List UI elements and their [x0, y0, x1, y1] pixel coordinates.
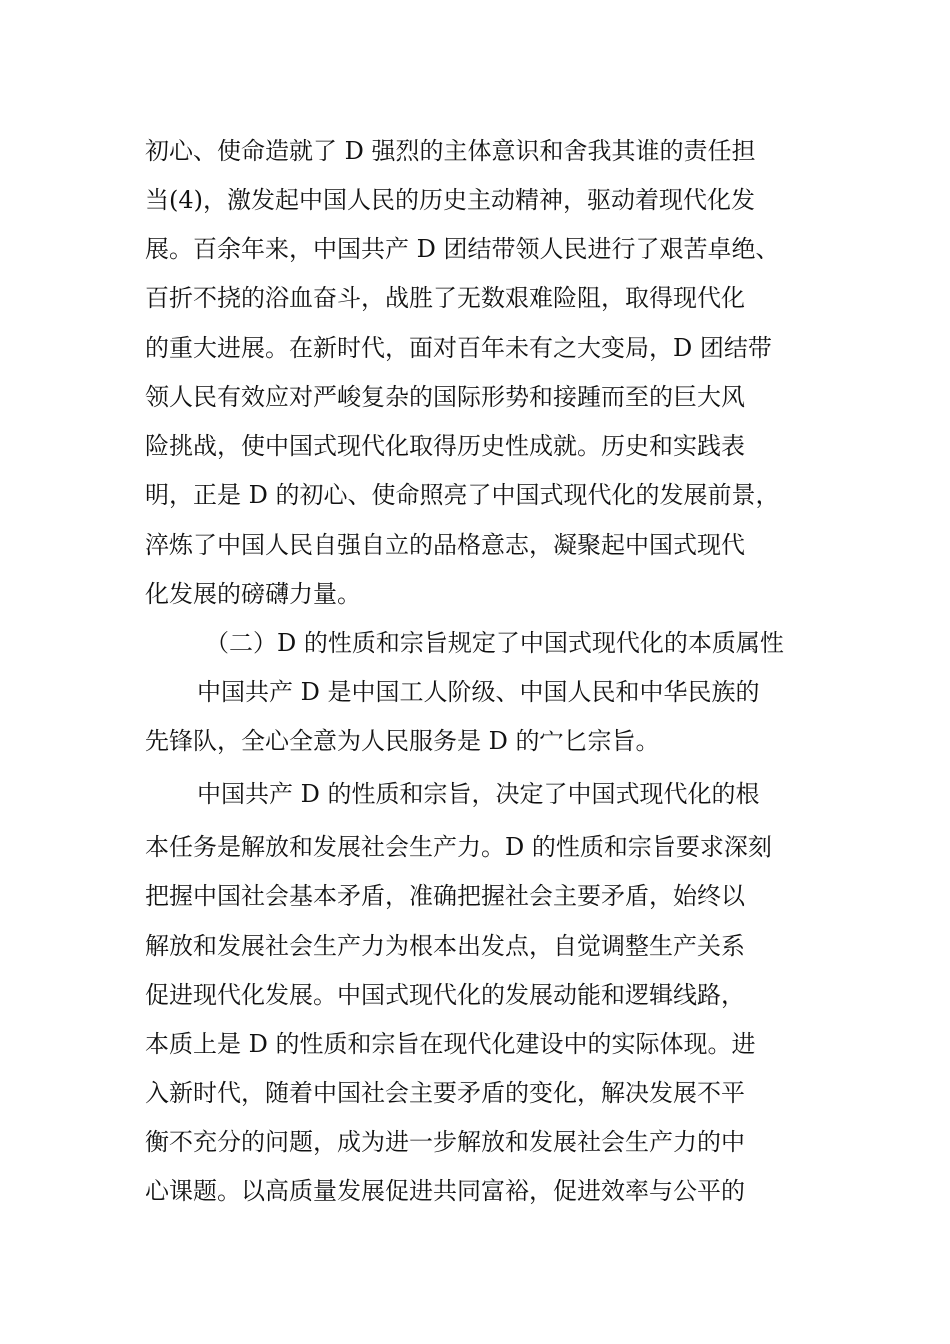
- text-line: 把握中国社会基本矛盾，准确把握社会主要矛盾，始终以: [145, 882, 745, 910]
- text-line: 中国共产 D 是中国工人阶级、中国人民和中华民族的: [197, 678, 760, 706]
- text-line: 展。百余年来，中国共产 D 团结带领人民进行了艰苦卓绝、: [145, 235, 780, 263]
- text-line: 当(4)，激发起中国人民的历史主动精神，驱动着现代化发: [145, 186, 755, 214]
- text-line: 中国共产 D 的性质和宗旨，决定了中国式现代化的根: [197, 780, 760, 808]
- text-line: 本任务是解放和发展社会生产力。D 的性质和宗旨要求深刻: [145, 833, 772, 861]
- text-line: 促进现代化发展。中国式现代化的发展动能和逻辑线路，: [145, 981, 745, 1009]
- text-line: 化发展的磅礴力量。: [145, 580, 361, 608]
- text-line: 的重大进展。在新时代，面对百年未有之大变局，D 团结带: [145, 334, 772, 362]
- section-heading: （二）D 的性质和宗旨规定了中国式现代化的本质属性: [205, 629, 784, 657]
- text-line: 初心、使命造就了 D 强烈的主体意识和舍我其谁的责任担: [145, 137, 756, 165]
- text-line: 解放和发展社会生产力为根本出发点，自觉调整生产关系: [145, 932, 745, 960]
- text-line: 入新时代，随着中国社会主要矛盾的变化，解决发展不平: [145, 1079, 745, 1107]
- text-line: 百折不挠的浴血奋斗，战胜了无数艰难险阻，取得现代化: [145, 284, 745, 312]
- text-line: 险挑战，使中国式现代化取得历史性成就。历史和实践表: [145, 432, 745, 460]
- text-line: 心课题。以高质量发展促进共同富裕，促进效率与公平的: [145, 1177, 745, 1205]
- text-line: 先锋队，全心全意为人民服务是 D 的宀匕宗旨。: [145, 727, 660, 755]
- text-line: 衡不充分的问题，成为进一步解放和发展社会生产力的中: [145, 1128, 745, 1156]
- text-line: 本质上是 D 的性质和宗旨在现代化建设中的实际体现。进: [145, 1030, 756, 1058]
- text-line: 淬炼了中国人民自强自立的品格意志，凝聚起中国式现代: [145, 531, 745, 559]
- text-line: 明，正是 D 的初心、使命照亮了中国式现代化的发展前景，: [145, 481, 780, 509]
- text-line: 领人民有效应对严峻复杂的国际形势和接踵而至的巨大风: [145, 383, 745, 411]
